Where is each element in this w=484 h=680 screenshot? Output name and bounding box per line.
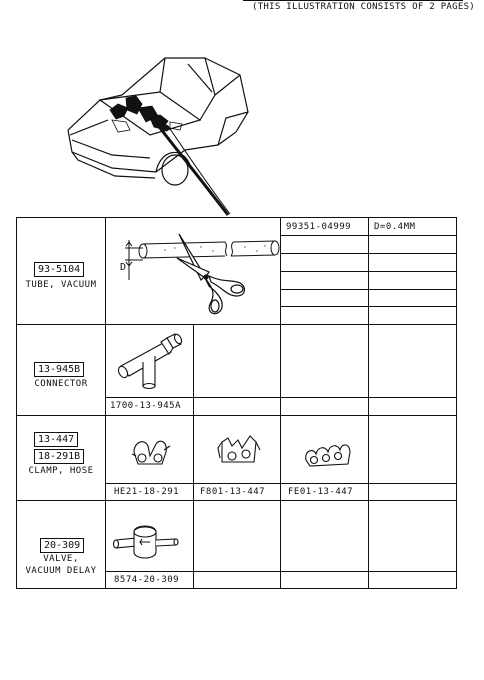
part-number: 1700-13-945A: [110, 401, 182, 411]
part-number: HE21-18-291: [114, 487, 180, 497]
part-name: VACUUM DELAY: [25, 566, 97, 576]
sub-divider: [280, 253, 457, 254]
dimension-label: D: [120, 262, 127, 273]
page-note: (THIS ILLUSTRATION CONSISTS OF 2 PAGES): [252, 2, 476, 12]
part-code: 18-291B: [34, 449, 84, 464]
sub-divider: [280, 289, 457, 290]
part-code: 13-447: [34, 432, 78, 447]
part-number: F801-13-447: [200, 487, 266, 497]
sub-divider: [280, 306, 457, 307]
pn-divider: [105, 571, 457, 572]
scissors-icon: [175, 232, 255, 322]
part-name: CONNECTOR: [34, 379, 88, 389]
part-code: 13-945B: [34, 362, 84, 377]
hose-clamp-icon: [214, 428, 284, 478]
hose-clamp-icon: [128, 428, 188, 478]
part-name: VALVE,: [43, 554, 79, 564]
part-name: CLAMP, HOSE: [28, 466, 94, 476]
part-code: 93-5104: [34, 262, 84, 277]
t-connector-icon: [115, 330, 195, 400]
part-number: FE01-13-447: [288, 487, 354, 497]
part-code: 20-309: [40, 538, 84, 553]
row-divider: [16, 500, 457, 501]
part-number: 8574-20-309: [114, 575, 180, 585]
part-number: 99351-04999: [286, 222, 352, 232]
pn-divider: [105, 483, 457, 484]
row-divider: [16, 324, 457, 325]
sub-divider: [280, 271, 457, 272]
spec-value: D=0.4MM: [374, 222, 416, 232]
sub-divider: [280, 235, 457, 236]
part-name: TUBE, VACUUM: [25, 280, 97, 290]
vacuum-delay-valve-icon: [112, 518, 192, 568]
row-divider: [16, 415, 457, 416]
car-engine-bay-illustration: [0, 0, 484, 230]
hose-clamp-icon: [300, 430, 370, 480]
